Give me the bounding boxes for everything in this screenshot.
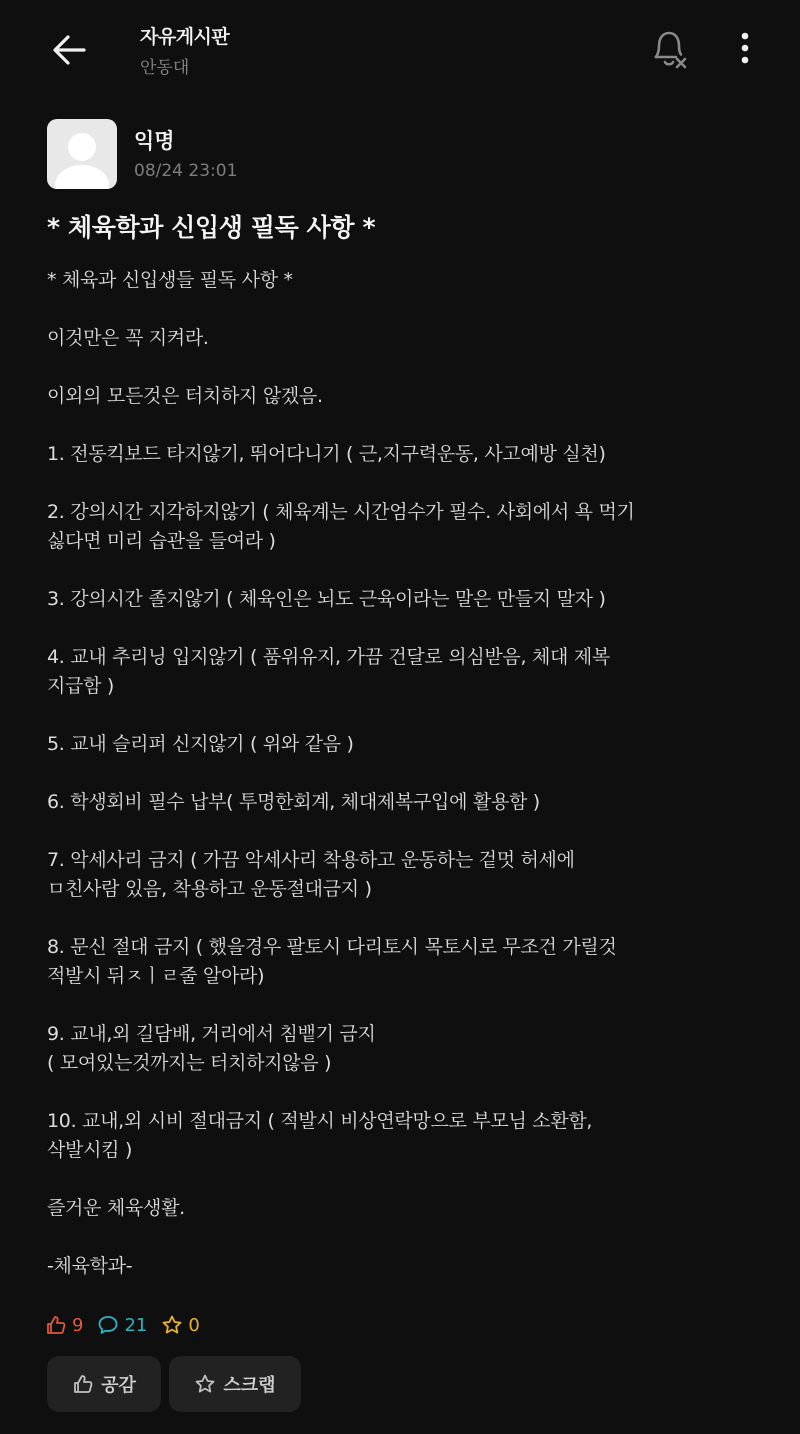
body-spacer xyxy=(47,991,762,1020)
body-spacer xyxy=(47,469,762,498)
top-app-bar xyxy=(0,0,800,100)
body-line: 8. 문신 절대 금지 ( 했을경우 팔토시 다리토시 목토시로 무조건 가릴것 xyxy=(47,936,617,958)
body-spacer xyxy=(47,556,762,585)
body-line: ( 모여있는것까지는 터치하지않음 ) xyxy=(47,1052,332,1074)
post-body xyxy=(47,266,762,1281)
body-line: 이외의 모든것은 터치하지 않겠음. xyxy=(47,385,323,407)
body-line: 싫다면 미리 습관을 들여라 ) xyxy=(47,530,276,552)
thumbs-up-icon xyxy=(72,1373,94,1395)
back-button[interactable] xyxy=(48,30,92,70)
scrap-button-label: 스크랩 xyxy=(223,1375,276,1396)
scrap-count xyxy=(161,1314,199,1336)
body-line: 3. 강의시간 졸지않기 ( 체육인은 뇌도 근육이라는 말은 만들지 말자 ) xyxy=(47,588,606,610)
body-spacer xyxy=(47,614,762,643)
comment-count xyxy=(97,1314,147,1336)
arrow-left-icon xyxy=(48,30,92,70)
body-line: 이것만은 꼭 지켜라. xyxy=(47,327,209,349)
like-button-label: 공감 xyxy=(101,1375,136,1396)
body-line: 10. 교내,외 시비 절대금지 ( 적발시 비상연락망으로 부모님 소환함, xyxy=(47,1110,593,1132)
comment-icon xyxy=(97,1314,119,1336)
body-line: 2. 강의시간 지각하지않기 ( 체육계는 시간엄수가 필수. 사회에서 욕 먹기 xyxy=(47,501,635,523)
body-spacer xyxy=(47,353,762,382)
body-spacer xyxy=(47,1223,762,1252)
body-line: 지급함 ) xyxy=(47,675,115,697)
like-count-value: 9 xyxy=(72,1314,84,1336)
post-stats xyxy=(45,1310,214,1340)
notification-toggle-button[interactable] xyxy=(648,26,692,72)
body-line: ㅁ친사람 있음, 착용하고 운동절대금지 ) xyxy=(47,878,372,900)
scrap-button[interactable] xyxy=(169,1356,301,1412)
body-spacer xyxy=(47,1078,762,1107)
post-timestamp: 08/24 23:01 xyxy=(134,161,238,181)
body-spacer xyxy=(47,817,762,846)
body-line: * 체육과 신입생들 필독 사항 * xyxy=(47,269,293,291)
more-options-button[interactable] xyxy=(730,28,760,68)
body-line: 적발시 뒤ㅈㅣㄹ줄 알아라) xyxy=(47,965,265,987)
author-avatar xyxy=(47,119,117,189)
author-name: 익명 xyxy=(134,129,175,153)
scrap-count-value: 0 xyxy=(188,1314,200,1336)
like-count xyxy=(45,1314,83,1336)
body-line: 7. 악세사리 금지 ( 가끔 악세사리 착용하고 운동하는 겉멋 허세에 xyxy=(47,849,575,871)
body-line: -체육학과- xyxy=(47,1255,133,1277)
thumbs-up-icon xyxy=(45,1314,67,1336)
like-button[interactable] xyxy=(47,1356,161,1412)
body-line: 4. 교내 추리닝 입지않기 ( 품위유지, 가끔 건달로 의심받음, 체대 제복 xyxy=(47,646,610,668)
bell-off-icon xyxy=(648,26,692,72)
board-title: 자유게시판 xyxy=(140,26,230,48)
comment-count-value: 21 xyxy=(124,1314,148,1336)
school-name: 안동대 xyxy=(140,58,190,78)
body-spacer xyxy=(47,411,762,440)
body-line: 즐거운 체육생활. xyxy=(47,1197,185,1219)
body-spacer xyxy=(47,701,762,730)
body-spacer xyxy=(47,904,762,933)
body-line: 1. 전동킥보드 타지않기, 뛰어다니기 ( 근,지구력운동, 사고예방 실천) xyxy=(47,443,606,465)
body-line: 6. 학생회비 필수 납부( 투명한회계, 체대제복구입에 활용함 ) xyxy=(47,791,540,813)
body-spacer xyxy=(47,759,762,788)
body-spacer xyxy=(47,295,762,324)
default-profile-icon xyxy=(47,119,117,189)
more-vertical-icon xyxy=(730,28,760,68)
body-line: 삭발시킴 ) xyxy=(47,1139,133,1161)
body-spacer xyxy=(47,1165,762,1194)
star-icon xyxy=(194,1373,216,1395)
post-title: * 체육학과 신입생 필독 사항 * xyxy=(47,213,376,242)
body-line: 5. 교내 슬리퍼 신지않기 ( 위와 같음 ) xyxy=(47,733,354,755)
star-icon xyxy=(161,1314,183,1336)
body-line: 9. 교내,외 길담배, 거리에서 침뱉기 금지 xyxy=(47,1023,376,1045)
